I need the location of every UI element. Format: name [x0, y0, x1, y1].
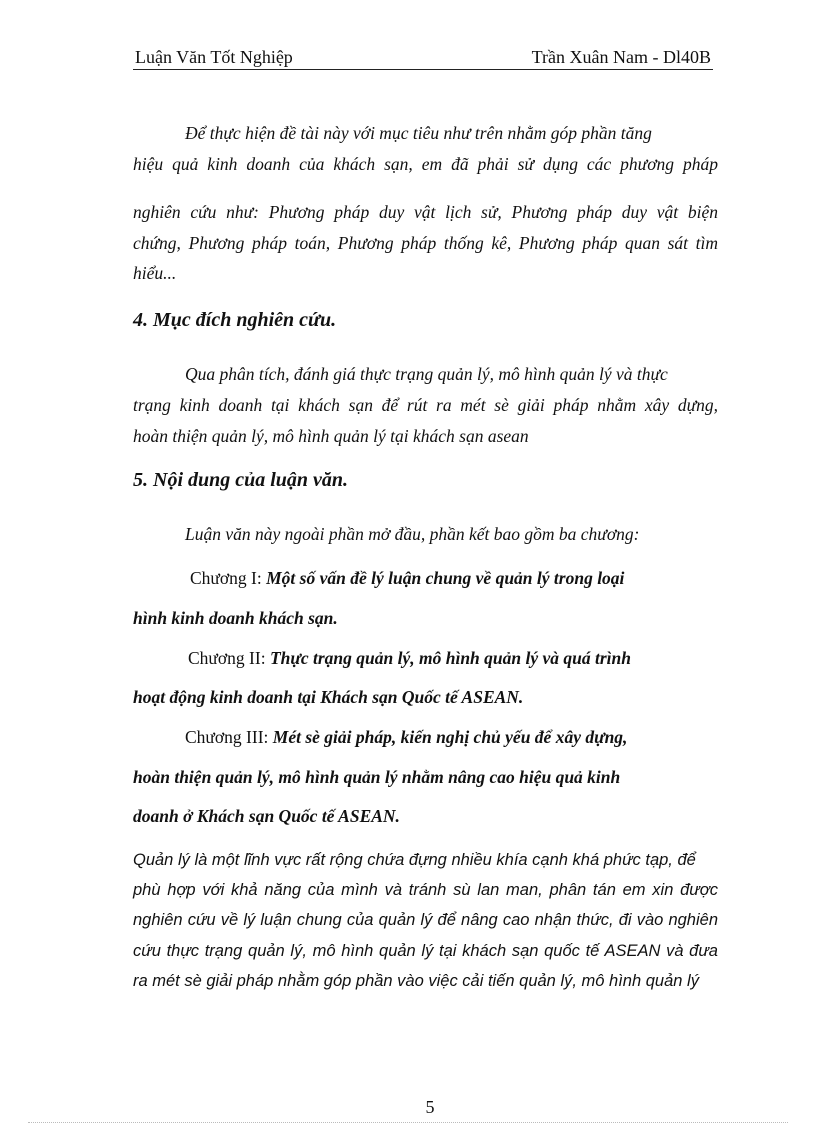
- chapter-2-title: Thực trạng quản lý, mô hình quản lý và quá trình: [269, 648, 632, 668]
- chapter-3-cont-2: doanh ở Khách sạn Quốc tế ASEAN.: [133, 806, 400, 826]
- section-4-line-1: Qua phân tích, đánh giá thực trạng quản lý, mô hình quản lý và thực: [185, 364, 668, 384]
- chapter-2-label: Chương II:: [188, 648, 266, 668]
- header-thesis-title: Luận Văn Tốt Nghiệp: [135, 47, 293, 67]
- section-5-intro: Luận văn này ngoài phần mở đầu, phần kết bao gồm ba chương:: [185, 524, 640, 544]
- section-4-line-3: hoàn thiện quản lý, mô hình quản lý tại khách sạn asean: [133, 426, 529, 446]
- chapter-1-label: Chương I:: [190, 568, 262, 588]
- chapter-2-cont: hoạt động kinh doanh tại Khách sạn Quốc tế ASEAN.: [133, 687, 524, 707]
- section-4-heading: 4. Mục đích nghiên cứu.: [133, 309, 337, 331]
- chapter-1-line: [190, 568, 624, 589]
- closing-line-4: cứu thực trạng quản lý, mô hình quản lý tại khách sạn quốc tế ASEAN và đưa: [133, 942, 718, 960]
- running-header: [133, 47, 713, 70]
- closing-line-2: phù hợp với khả năng của mình và tránh sù lan man, phân tán em xin được: [133, 881, 718, 899]
- closing-line-5: ra mét sè giải pháp nhằm góp phần vào việc cải tiến quản lý, mô hình quản lý: [133, 972, 699, 990]
- chapter-1-title: Một số vấn đề lý luận chung về quản lý trong loại: [266, 568, 625, 588]
- chapter-3-title: Mét sè giải pháp, kiến nghị chủ yếu để xây dựng,: [272, 727, 628, 747]
- intro-line-5: hiểu...: [133, 263, 177, 283]
- intro-line-4: chứng, Phương pháp toán, Phương pháp thống kê, Phương pháp quan sát tìm: [133, 233, 718, 253]
- section-4-line-2: trạng kinh doanh tại khách sạn để rút ra mét sè giải pháp nhằm xây dựng,: [133, 395, 718, 415]
- intro-line-1: Để thực hiện đề tài này với mục tiêu như trên nhằm góp phần tăng: [185, 123, 652, 143]
- chapter-3-label: Chương III:: [185, 727, 269, 747]
- page-number: 5: [425, 1097, 435, 1117]
- chapter-2-line: [188, 648, 631, 669]
- chapter-3-line: [185, 727, 627, 748]
- intro-line-2: hiệu quả kinh doanh của khách sạn, em đã phải sử dụng các phương pháp: [133, 154, 718, 174]
- intro-line-3: nghiên cứu như: Phương pháp duy vật lịch sử, Phương pháp duy vật biện: [133, 202, 718, 222]
- section-5-heading: 5. Nội dung của luận văn.: [133, 469, 349, 491]
- closing-line-1: Quản lý là một lĩnh vực rất rộng chứa đựng nhiều khía cạnh khá phức tạp, để: [133, 851, 696, 869]
- closing-line-3: nghiên cứu về lý luận chung của quản lý để nâng cao nhận thức, đi vào nghiên: [133, 911, 718, 929]
- chapter-3-cont-1: hoàn thiện quản lý, mô hình quản lý nhằm nâng cao hiệu quả kinh: [133, 767, 621, 787]
- header-author: Trần Xuân Nam - Dl40B: [531, 47, 711, 67]
- chapter-1-cont: hình kinh doanh khách sạn.: [133, 608, 338, 628]
